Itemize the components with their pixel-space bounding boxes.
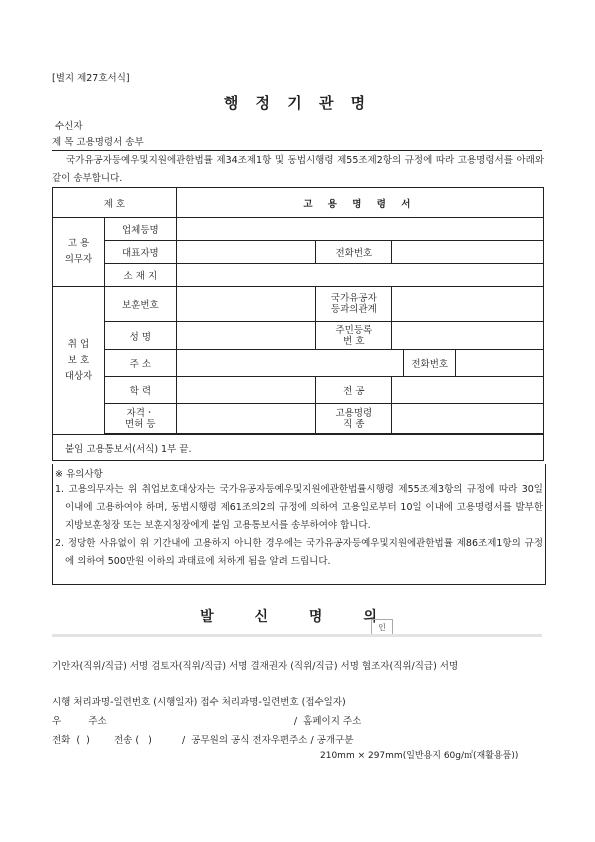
company-name-field[interactable] (176, 218, 543, 241)
enforcement-line: 시행 처리과명-일련번호 (시행일자) 접수 처리과명-일련번호 (접수일자) (52, 697, 346, 708)
notes-box (52, 464, 546, 585)
address-field[interactable] (176, 350, 403, 377)
veteran-no-label: 보훈번호 (104, 287, 176, 322)
employment-duty-label: 고용명령 직 종 (316, 404, 392, 434)
approval-line: 기안자(직위/직급) 서명 검토자(직위/직급) 서명 결재권자 (직위/직급) 서명 협조자(직위/직급) 서명 (52, 661, 459, 672)
resident-no-label: 주민등록 번 호 (316, 322, 392, 350)
phone-field[interactable] (392, 241, 544, 264)
phone2-label: 전화번호 (404, 350, 456, 377)
education-label: 학 력 (104, 377, 176, 404)
target-group-label: 취 업 보 호 대상자 (53, 287, 105, 435)
phone-label: 전화번호 (316, 241, 392, 264)
veteran-no-field[interactable] (176, 287, 316, 322)
notes-item-1: 1. 고용의무자는 위 취업보호대상자는 국가유공자등예우및지원에관한법률시행령 제55조제3항의 규정에 따라 30일 이내에 고용하여야 하며, 동법시행령 제61조의2의 규정에 의하여 고용일로부터 10일 이내에 고용명령서를 발부한 지방보훈청장 또는 보훈지청장에게 붙임 고용통보서를 송부하여야 합니다. (55, 484, 543, 531)
major-field[interactable] (392, 377, 544, 404)
relation-label: 국가유공자 등과의관계 (316, 287, 392, 322)
representative-label: 대표자명 (104, 241, 176, 264)
paper-spec: 210mm × 297mm(일반용지 60g/㎡(재활용품)) (320, 751, 519, 761)
employer-group-label: 고 용 의무자 (53, 218, 105, 287)
location-field[interactable] (176, 264, 543, 287)
notes-heading: ※ 유의사항 (55, 469, 103, 480)
representative-field[interactable] (176, 241, 316, 264)
attachment-line: 붙임 고용통보서(서식) 1부 끝. (53, 435, 544, 461)
seal-box: 인 (371, 619, 393, 637)
phone2-field[interactable] (456, 350, 544, 377)
employment-duty-field[interactable] (392, 404, 544, 434)
doc-title: 고 용 명 령 서 (176, 188, 543, 218)
company-name-label: 업체등명 (104, 218, 176, 241)
name-field[interactable] (176, 322, 316, 350)
subject-line: 제 목 고용명령서 송부 (52, 134, 542, 151)
contact-line: 전화 ( ) 전송 ( ) / 공무원의 공식 전자우편주소 / 공개구분 (52, 735, 354, 746)
sender-name: 발 신 명 의 (200, 609, 395, 625)
education-field[interactable] (176, 377, 316, 404)
name-label: 성 명 (104, 322, 176, 350)
major-label: 전 공 (316, 377, 392, 404)
relation-field[interactable] (392, 287, 544, 322)
org-title: 행 정 기 관 명 (223, 94, 372, 112)
employment-order-table (52, 187, 544, 461)
location-label: 소 재 지 (104, 264, 176, 287)
license-field[interactable] (176, 404, 316, 434)
body-text: 국가유공자등예우및지원에관한법률 제34조제1항 및 동법시행령 제55조제2항의 규정에 따라 고용명령서를 아래와 같이 송부합니다. (52, 155, 544, 184)
recipient-label: 수신자 (55, 121, 83, 132)
doc-number-label: 제 호 (53, 188, 177, 218)
address-line: 우 주소 / 홈페이지 주소 (52, 716, 362, 727)
notes-item-2: 2. 정당한 사유없이 위 기간내에 고용하지 아니한 경우에는 국가유공자등예우및지원에관한법률 제86조제1항의 규정에 의하여 500만원 이하의 과태료에 처하게 됨을 알려 드립니다. (55, 538, 543, 567)
license-label: 자격ㆍ 면허 등 (104, 404, 176, 434)
resident-no-field[interactable] (392, 322, 544, 350)
address-label: 주 소 (104, 350, 176, 377)
separator-bar (52, 634, 542, 637)
form-number: [별지 제27호서식] (52, 73, 130, 84)
